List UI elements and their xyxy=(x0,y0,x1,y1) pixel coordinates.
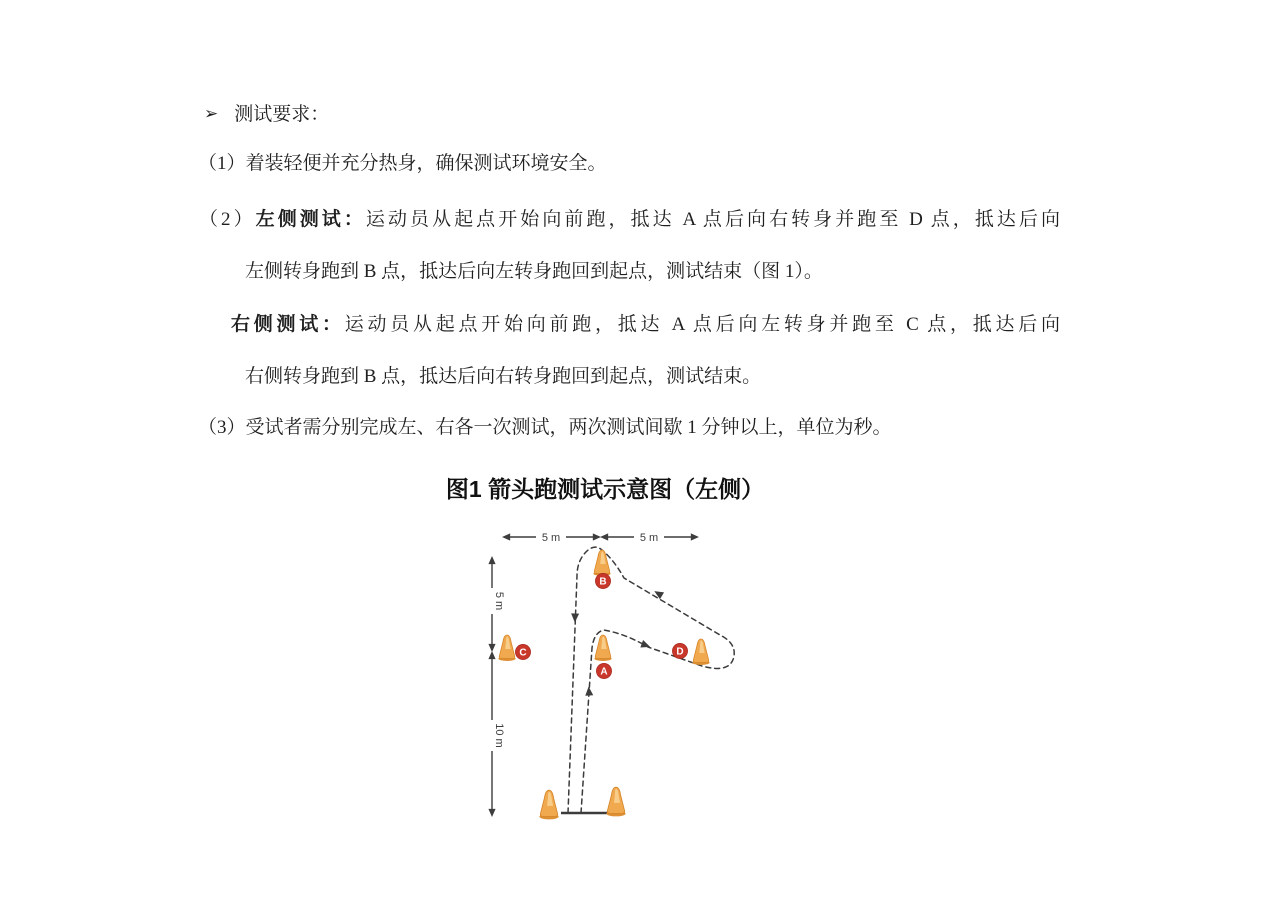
item1-text: 着装轻便并充分热身，确保测试环境安全。 xyxy=(245,153,607,174)
arrow-run-diagram xyxy=(478,515,748,847)
badge-d xyxy=(672,643,687,658)
measure-top-left-label: 5 m xyxy=(541,532,561,544)
item2-left-line1 xyxy=(199,207,1060,233)
item2-left-text1: 运动员从起点开始向前跑，抵达 A 点后向右转身并跑至 D 点，抵达后向 xyxy=(365,209,1060,230)
cone-d-icon xyxy=(692,639,709,665)
item2-right-line1 xyxy=(231,312,1060,338)
path-arrow-right xyxy=(640,640,651,651)
cone-a-icon xyxy=(594,635,611,661)
cone-b-icon xyxy=(593,550,610,576)
measure-left-lower xyxy=(488,651,505,817)
badge-b-label: B xyxy=(599,576,607,588)
running-path xyxy=(568,547,734,813)
item2-right-line2 xyxy=(245,364,761,390)
path-arrow-diagonal xyxy=(652,588,664,599)
item2-left-label: 左侧测试： xyxy=(255,209,366,230)
item3-line xyxy=(198,415,892,441)
item2-right-label: 右侧测试： xyxy=(231,314,345,335)
arrow-bullet-icon: ➢ xyxy=(204,104,219,123)
heading-line xyxy=(204,102,329,128)
cone-c-icon xyxy=(498,635,515,661)
badge-d-label: D xyxy=(676,646,684,658)
item2-right-text2: 右侧转身跑到 B 点，抵达后向右转身跑回到起点，测试结束。 xyxy=(245,366,762,387)
item2-left-text2: 左侧转身跑到 B 点，抵达后向左转身跑回到起点，测试结束（图 1）。 xyxy=(245,261,823,282)
badge-a-label: A xyxy=(600,666,608,678)
badge-c xyxy=(515,644,530,659)
item3-text: 受试者需分别完成左、右各一次测试，两次测试间歇 1 分钟以上，单位为秒。 xyxy=(245,417,892,438)
item3-marker: （3） xyxy=(198,417,246,438)
cone-start-right-icon xyxy=(606,787,625,816)
badge-c-label: C xyxy=(519,647,527,659)
path-arrow-up xyxy=(585,686,594,696)
measure-top-right xyxy=(600,532,699,544)
measure-left-lower-label: 10 m xyxy=(493,723,505,748)
measure-top-right-label: 5 m xyxy=(639,532,659,544)
badge-b xyxy=(595,573,610,588)
heading-text: 测试要求： xyxy=(234,104,330,125)
item1-line xyxy=(198,151,607,177)
measure-left-upper-label: 5 m xyxy=(493,591,505,611)
measure-top-left xyxy=(502,532,601,544)
measure-left-upper xyxy=(488,556,505,652)
item1-marker: （1） xyxy=(198,153,246,174)
item2-marker: （2） xyxy=(199,209,256,230)
path-arrow-down xyxy=(571,613,579,622)
item2-right-text1: 运动员从起点开始向前跑，抵达 A 点后向左转身并跑至 C 点，抵达后向 xyxy=(344,314,1060,335)
figure-caption: 图1 箭头跑测试示意图（左侧） xyxy=(445,476,765,502)
item2-left-line2 xyxy=(245,259,823,285)
badge-a xyxy=(596,663,611,678)
cone-start-left-icon xyxy=(539,790,558,819)
